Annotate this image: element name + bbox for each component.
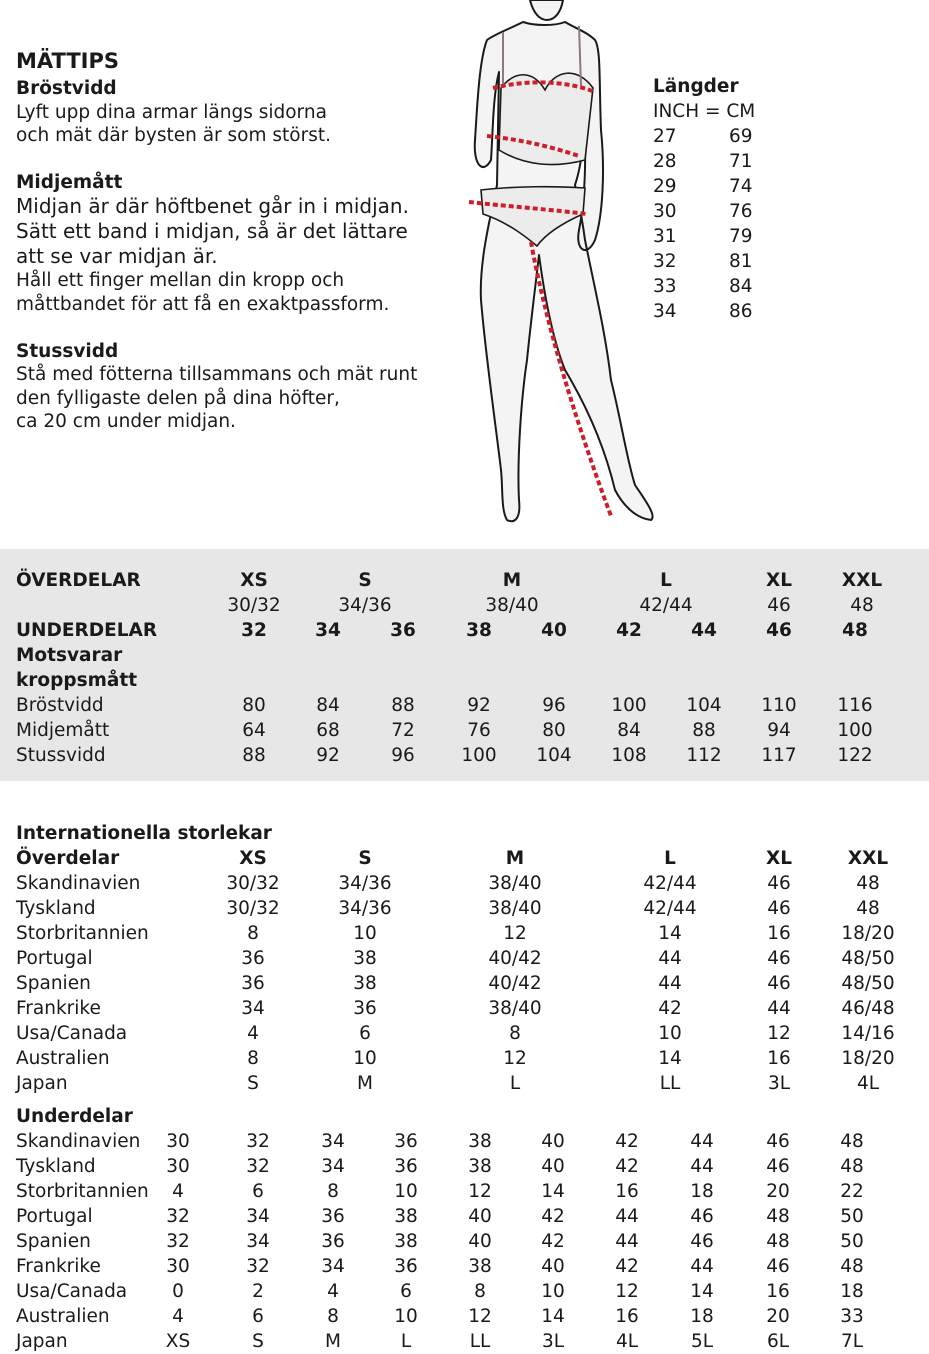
under-size: 40 — [541, 620, 567, 641]
intl-bottom-value: 8 — [474, 1281, 486, 1302]
intl-bottom-value: 34 — [321, 1131, 345, 1152]
intl-bottom-value: 18 — [690, 1181, 714, 1202]
intl-bottom-value: 32 — [246, 1256, 270, 1277]
intl-top-value: L — [509, 1073, 521, 1094]
measure-value: 110 — [761, 695, 797, 716]
measure-value: 88 — [692, 720, 716, 741]
intl-top-value: 34/36 — [338, 873, 392, 894]
intl-bottom-value: 46 — [766, 1131, 790, 1152]
intl-top-value: 10 — [658, 1023, 682, 1044]
hip-line-3: ca 20 cm under midjan. — [16, 411, 236, 432]
size-range: 34/36 — [338, 595, 392, 616]
bust-heading: Bröstvidd — [16, 78, 117, 99]
intl-size-header: XS — [239, 848, 267, 869]
intl-bottom-value: 46 — [690, 1231, 714, 1252]
intl-bottom-value: 7L — [840, 1331, 864, 1352]
intl-bottom-value: 14 — [690, 1281, 714, 1302]
intl-bottom-value: 8 — [327, 1306, 339, 1327]
intl-top-value: 8 — [247, 923, 259, 944]
intl-bottom-value: 46 — [766, 1156, 790, 1177]
measure-value: 100 — [461, 745, 497, 766]
measure-row-label: Bröstvidd — [16, 695, 104, 716]
intl-bottom-value: 22 — [840, 1181, 864, 1202]
waist-note-1: Håll ett finger mellan din kropp och — [16, 270, 345, 291]
intl-bottom-value: 50 — [840, 1206, 864, 1227]
measure-value: 122 — [837, 745, 873, 766]
intl-top-value: 6 — [359, 1023, 371, 1044]
intl-country: Portugal — [16, 1206, 93, 1227]
intl-country: Storbritannien — [16, 1181, 149, 1202]
intl-country: Tyskland — [16, 1156, 96, 1177]
measure-value: 116 — [837, 695, 873, 716]
size-header: XS — [240, 570, 268, 591]
intl-bottom-value: 32 — [166, 1231, 190, 1252]
hip-line-1: Stå med fötterna tillsammans och mät runt — [16, 364, 418, 385]
intl-bottoms-label: Underdelar — [16, 1106, 133, 1127]
intl-bottom-value: 40 — [541, 1131, 565, 1152]
intl-top-value: 48/50 — [841, 973, 895, 994]
intl-country: Skandinavien — [16, 1131, 141, 1152]
intl-bottom-value: 50 — [840, 1231, 864, 1252]
under-size: 48 — [842, 620, 868, 641]
intl-top-value: 34 — [241, 998, 265, 1019]
intl-top-value: 44 — [658, 973, 682, 994]
intl-country: Australien — [16, 1306, 110, 1327]
intl-bottom-value: 42 — [615, 1156, 639, 1177]
waist-heading: Midjemått — [16, 172, 123, 193]
under-size: 46 — [766, 620, 792, 641]
measure-value: 92 — [316, 745, 340, 766]
intl-top-value: 48 — [856, 873, 880, 894]
intl-top-value: 34/36 — [338, 898, 392, 919]
intl-top-value: 36 — [241, 973, 265, 994]
intl-bottom-value: 44 — [615, 1206, 639, 1227]
intl-bottom-value: 48 — [840, 1131, 864, 1152]
intl-top-value: 38/40 — [488, 998, 542, 1019]
intl-top-value: 36 — [241, 948, 265, 969]
length-inch: 34 — [653, 301, 677, 322]
length-inch: 31 — [653, 226, 677, 247]
size-header: L — [660, 570, 672, 591]
intl-bottom-value: 6 — [252, 1306, 264, 1327]
intl-bottom-value: 6L — [766, 1331, 790, 1352]
intl-country: Frankrike — [16, 998, 101, 1019]
intl-bottom-value: 12 — [615, 1281, 639, 1302]
waist-line-2: Sätt ett band i midjan, så är det lättare — [16, 219, 408, 243]
intl-top-value: 42/44 — [643, 898, 697, 919]
intl-bottom-value: 18 — [690, 1306, 714, 1327]
intl-bottom-value: 5L — [690, 1331, 714, 1352]
measure-value: 84 — [617, 720, 641, 741]
waist-line-3: att se var midjan är. — [16, 244, 218, 268]
intl-country: Usa/Canada — [16, 1023, 128, 1044]
length-cm: 76 — [729, 201, 753, 222]
intl-bottom-value: S — [252, 1331, 264, 1352]
under-size: 34 — [315, 620, 341, 641]
intl-title: Internationella storlekar — [16, 823, 272, 844]
measure-tips-title: MÄTTIPS — [16, 49, 119, 73]
measure-value: 72 — [391, 720, 415, 741]
size-range: 42/44 — [639, 595, 693, 616]
size-header: XXL — [841, 570, 883, 591]
intl-bottom-value: 48 — [766, 1231, 790, 1252]
body-label-1: Motsvarar — [16, 645, 123, 666]
intl-bottom-value: 36 — [394, 1256, 418, 1277]
intl-top-value: 14 — [658, 923, 682, 944]
intl-top-value: 18/20 — [841, 1048, 895, 1069]
intl-top-value: 18/20 — [841, 923, 895, 944]
measure-value: 104 — [686, 695, 722, 716]
intl-top-value: 44 — [767, 998, 791, 1019]
size-header: XL — [765, 570, 793, 591]
intl-bottom-value: M — [325, 1331, 341, 1352]
intl-bottom-value: 40 — [468, 1231, 492, 1252]
length-inch: 28 — [653, 151, 677, 172]
intl-tops-label: Överdelar — [16, 848, 120, 869]
measure-value: 68 — [316, 720, 340, 741]
intl-bottom-value: 30 — [166, 1156, 190, 1177]
bottoms-label: UNDERDELAR — [16, 620, 158, 641]
intl-country: Skandinavien — [16, 873, 141, 894]
body-label-2: kroppsmått — [16, 670, 138, 691]
intl-bottom-value: 44 — [615, 1231, 639, 1252]
intl-bottom-value: 46 — [690, 1206, 714, 1227]
intl-top-value: 14/16 — [841, 1023, 895, 1044]
intl-bottom-value: LL — [469, 1331, 491, 1352]
intl-bottom-value: 18 — [840, 1281, 864, 1302]
measure-value: 76 — [467, 720, 491, 741]
intl-top-value: 4 — [247, 1023, 259, 1044]
intl-top-value: 48/50 — [841, 948, 895, 969]
bust-line-1: Lyft upp dina armar längs sidorna — [16, 102, 327, 123]
intl-top-value: 4L — [856, 1073, 880, 1094]
length-inch: 33 — [653, 276, 677, 297]
intl-top-value: 46/48 — [841, 998, 895, 1019]
length-cm: 74 — [729, 176, 753, 197]
intl-size-header: L — [664, 848, 676, 869]
intl-country: Spanien — [16, 1231, 91, 1252]
hip-heading: Stussvidd — [16, 341, 119, 362]
intl-bottom-value: 44 — [690, 1256, 714, 1277]
intl-bottom-value: 42 — [541, 1206, 565, 1227]
intl-country: Japan — [16, 1331, 68, 1352]
intl-bottom-value: 20 — [766, 1181, 790, 1202]
body-measurement-illustration — [435, 0, 655, 530]
measure-value: 96 — [542, 695, 566, 716]
intl-top-value: M — [357, 1073, 373, 1094]
measure-value: 88 — [242, 745, 266, 766]
intl-top-value: 10 — [353, 1048, 377, 1069]
intl-bottom-value: 10 — [394, 1181, 418, 1202]
intl-bottom-value: 4 — [327, 1281, 339, 1302]
under-size: 38 — [466, 620, 492, 641]
tops-label: ÖVERDELAR — [16, 570, 141, 591]
intl-top-value: 44 — [658, 948, 682, 969]
intl-bottom-value: 14 — [541, 1181, 565, 1202]
intl-top-value: 38/40 — [488, 873, 542, 894]
intl-bottom-value: 38 — [394, 1231, 418, 1252]
intl-top-value: 30/32 — [226, 898, 280, 919]
intl-country: Japan — [16, 1073, 68, 1094]
size-range: 30/32 — [227, 595, 281, 616]
intl-bottom-value: 30 — [166, 1131, 190, 1152]
intl-top-value: 46 — [767, 873, 791, 894]
intl-top-value: 40/42 — [488, 948, 542, 969]
intl-bottom-value: 3L — [541, 1331, 565, 1352]
intl-country: Portugal — [16, 948, 93, 969]
intl-top-value: 12 — [767, 1023, 791, 1044]
intl-bottom-value: 36 — [321, 1231, 345, 1252]
intl-bottom-value: 12 — [468, 1181, 492, 1202]
intl-top-value: 8 — [509, 1023, 521, 1044]
intl-bottom-value: 48 — [840, 1256, 864, 1277]
intl-bottom-value: 12 — [468, 1306, 492, 1327]
length-inch: 29 — [653, 176, 677, 197]
intl-bottom-value: 36 — [394, 1156, 418, 1177]
measure-value: 94 — [767, 720, 791, 741]
size-header: S — [358, 570, 372, 591]
under-size: 32 — [241, 620, 267, 641]
intl-bottom-value: 40 — [468, 1206, 492, 1227]
intl-bottom-value: 46 — [766, 1256, 790, 1277]
intl-country: Frankrike — [16, 1256, 101, 1277]
measure-value: 80 — [542, 720, 566, 741]
intl-top-value: 12 — [503, 1048, 527, 1069]
measure-row-label: Stussvidd — [16, 745, 106, 766]
intl-bottom-value: 33 — [840, 1306, 864, 1327]
intl-bottom-value: L — [400, 1331, 412, 1352]
length-inch: 30 — [653, 201, 677, 222]
intl-top-value: 42 — [658, 998, 682, 1019]
measure-value: 112 — [686, 745, 722, 766]
intl-bottom-value: 44 — [690, 1131, 714, 1152]
measure-value: 100 — [611, 695, 647, 716]
lengths-heading: Längder — [653, 76, 739, 97]
intl-top-value: S — [247, 1073, 259, 1094]
hip-line-2: den fylligaste delen på dina höfter, — [16, 388, 340, 409]
intl-top-value: 40/42 — [488, 973, 542, 994]
under-size: 42 — [616, 620, 642, 641]
intl-bottom-value: 10 — [541, 1281, 565, 1302]
intl-top-value: 38 — [353, 948, 377, 969]
measure-value: 64 — [242, 720, 266, 741]
bust-line-2: och mät där bysten är som störst. — [16, 125, 331, 146]
length-cm: 86 — [729, 301, 753, 322]
intl-bottom-value: 16 — [615, 1306, 639, 1327]
intl-bottom-value: 36 — [394, 1131, 418, 1152]
intl-bottom-value: 38 — [468, 1131, 492, 1152]
intl-top-value: 46 — [767, 898, 791, 919]
intl-bottom-value: 48 — [840, 1156, 864, 1177]
length-cm: 84 — [729, 276, 753, 297]
size-range: 38/40 — [485, 595, 539, 616]
length-cm: 69 — [729, 126, 753, 147]
intl-country: Tyskland — [16, 898, 96, 919]
intl-bottom-value: 30 — [166, 1256, 190, 1277]
intl-size-header: S — [358, 848, 372, 869]
intl-top-value: 30/32 — [226, 873, 280, 894]
measure-value: 88 — [391, 695, 415, 716]
intl-top-value: LL — [659, 1073, 681, 1094]
intl-top-value: 38 — [353, 973, 377, 994]
intl-bottom-value: 42 — [615, 1131, 639, 1152]
measure-value: 117 — [761, 745, 797, 766]
intl-bottom-value: 34 — [321, 1156, 345, 1177]
intl-top-value: 12 — [503, 923, 527, 944]
intl-bottom-value: XS — [165, 1331, 191, 1352]
intl-bottom-value: 44 — [690, 1156, 714, 1177]
measure-value: 84 — [316, 695, 340, 716]
intl-bottom-value: 0 — [172, 1281, 184, 1302]
intl-country: Australien — [16, 1048, 110, 1069]
intl-top-value: 16 — [767, 1048, 791, 1069]
intl-bottom-value: 48 — [766, 1206, 790, 1227]
waist-line-1: Midjan är där höftbenet går in i midjan. — [16, 194, 409, 218]
intl-country: Storbritannien — [16, 923, 149, 944]
intl-bottom-value: 6 — [400, 1281, 412, 1302]
length-inch: 32 — [653, 251, 677, 272]
intl-bottom-value: 38 — [468, 1256, 492, 1277]
intl-top-value: 48 — [856, 898, 880, 919]
intl-bottom-value: 32 — [246, 1156, 270, 1177]
intl-country: Spanien — [16, 973, 91, 994]
intl-top-value: 8 — [247, 1048, 259, 1069]
intl-top-value: 10 — [353, 923, 377, 944]
intl-bottom-value: 34 — [246, 1231, 270, 1252]
intl-bottom-value: 38 — [394, 1206, 418, 1227]
intl-bottom-value: 42 — [615, 1256, 639, 1277]
intl-bottom-value: 6 — [252, 1181, 264, 1202]
size-header: M — [502, 570, 522, 591]
lengths-subheading: INCH = CM — [653, 101, 756, 122]
measure-value: 100 — [837, 720, 873, 741]
length-cm: 71 — [729, 151, 753, 172]
length-inch: 27 — [653, 126, 677, 147]
measure-value: 108 — [611, 745, 647, 766]
intl-top-value: 3L — [767, 1073, 791, 1094]
intl-bottom-value: 16 — [766, 1281, 790, 1302]
measure-value: 80 — [242, 695, 266, 716]
intl-top-value: 14 — [658, 1048, 682, 1069]
intl-bottom-value: 32 — [166, 1206, 190, 1227]
intl-top-value: 42/44 — [643, 873, 697, 894]
intl-size-header: XL — [765, 848, 793, 869]
intl-bottom-value: 32 — [246, 1131, 270, 1152]
intl-bottom-value: 4 — [172, 1181, 184, 1202]
intl-top-value: 36 — [353, 998, 377, 1019]
intl-bottom-value: 10 — [394, 1306, 418, 1327]
figure-head — [530, 0, 563, 20]
intl-size-header: M — [505, 848, 525, 869]
intl-bottom-value: 42 — [541, 1231, 565, 1252]
measure-row-label: Midjemått — [16, 720, 110, 741]
intl-bottom-value: 36 — [321, 1206, 345, 1227]
length-cm: 79 — [729, 226, 753, 247]
measure-value: 104 — [536, 745, 572, 766]
intl-bottom-value: 34 — [321, 1256, 345, 1277]
intl-bottom-value: 40 — [541, 1156, 565, 1177]
intl-bottom-value: 38 — [468, 1156, 492, 1177]
intl-bottom-value: 4 — [172, 1306, 184, 1327]
intl-bottom-value: 20 — [766, 1306, 790, 1327]
size-range: 48 — [850, 595, 874, 616]
length-cm: 81 — [729, 251, 753, 272]
intl-bottom-value: 16 — [615, 1181, 639, 1202]
measure-value: 96 — [391, 745, 415, 766]
intl-bottom-value: 40 — [541, 1256, 565, 1277]
intl-top-value: 46 — [767, 973, 791, 994]
intl-bottom-value: 14 — [541, 1306, 565, 1327]
size-range: 46 — [767, 595, 791, 616]
waist-note-2: måttbandet för att få en exaktpassform. — [16, 294, 390, 315]
intl-bottom-value: 2 — [252, 1281, 264, 1302]
intl-top-value: 16 — [767, 923, 791, 944]
under-size: 36 — [390, 620, 416, 641]
figure-camisole — [499, 73, 593, 164]
intl-top-value: 46 — [767, 948, 791, 969]
intl-country: Usa/Canada — [16, 1281, 128, 1302]
intl-top-value: 38/40 — [488, 898, 542, 919]
intl-bottom-value: 4L — [615, 1331, 639, 1352]
intl-bottom-value: 34 — [246, 1206, 270, 1227]
intl-bottom-value: 8 — [327, 1181, 339, 1202]
under-size: 44 — [691, 620, 717, 641]
measure-value: 92 — [467, 695, 491, 716]
intl-size-header: XXL — [847, 848, 889, 869]
